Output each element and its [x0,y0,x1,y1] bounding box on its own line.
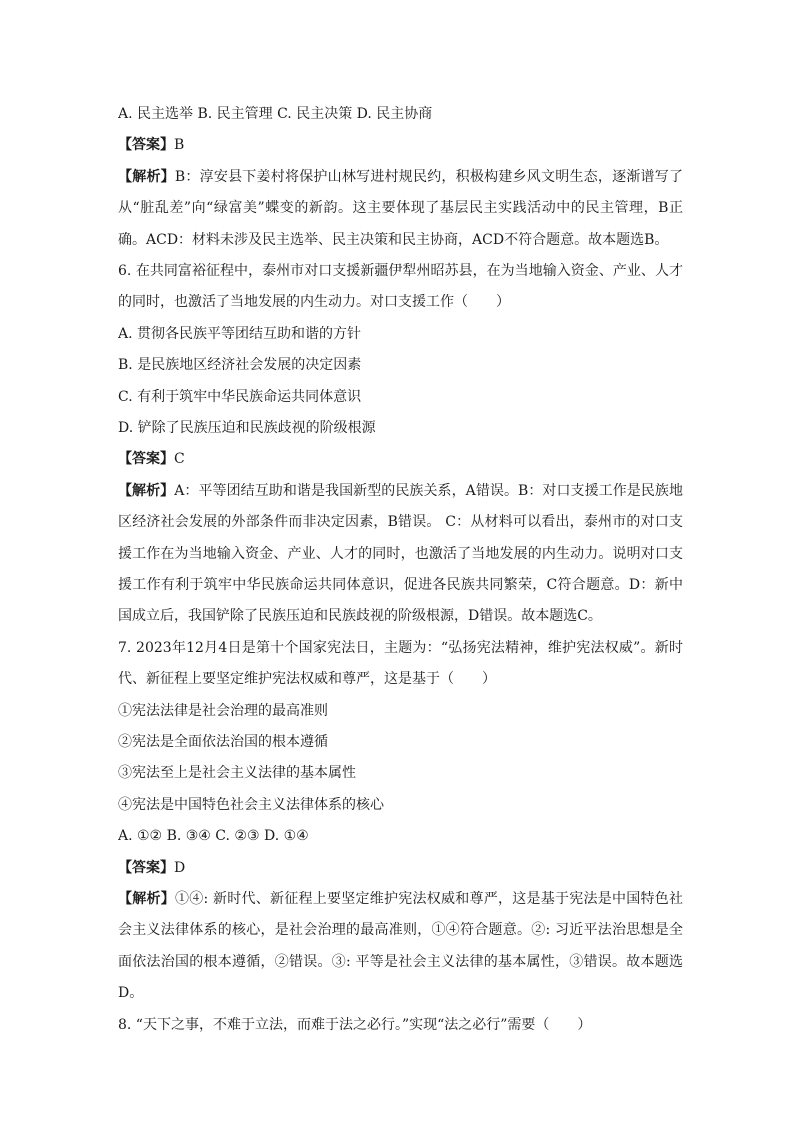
q5-options: A. 民主选举 B. 民主管理 C. 民主决策 D. 民主协商 [118,106,433,122]
q6-option-a: A. 贯彻各民族平等团结互助和谐的方针 [118,325,362,342]
q7-item-2: ②宪法是全面依法治国的根本遵循 [118,734,328,750]
q7-options: A. ①② B. ③④ C. ②③ D. ①④ [118,828,309,845]
q7-answer [118,853,683,884]
analysis-text: B：淳安县下姜村将保护山林写进村规民约，积极构建乡风文明生态，逐渐谱写了从“脏乱差”向“绿富美”蝶变的新韵。这主要体现了基层民主实践活动中的民主管理，B正确。ACD：材料未涉及民主选举、民主决策和民主协商，ACD不符合题意。故本题选B。 [118,168,684,248]
q6-option-c: C. 有利于筑牢中华民族命运共同体意识 [118,388,362,405]
q7-stem: 7. 2023年12月4日是第十个国家宪法日，主题为：“弘扬宪法精神，维护宪法权威”。新时代、新征程上要坚定维护宪法权威和尊严，这是基于（ ） [118,639,683,688]
analysis-tag: 【解析】 [118,482,175,499]
q6-option-b: B. 是民族地区经济社会发展的决定因素 [118,357,362,374]
q7-item-3: ③宪法至上是社会主义法律的基本属性 [118,765,356,782]
analysis-tag: 【解析】 [118,168,175,185]
q6-answer [118,444,683,475]
answer-value: C [174,451,185,468]
q7-item-1: ①宪法法律是社会治理的最高准则 [118,702,328,719]
q5-analysis [118,162,683,256]
q8-stem: 8. “天下之事，不难于立法，而难于法之必行。”实现“法之必行”需要（ ） [118,1016,592,1033]
answer-tag: 【答案】 [118,451,174,468]
analysis-text: A：平等团结互助和谐是我国新型的民族关系，A错误。B：对口支援工作是民族地区经济社会发展的外部条件而非决定因素，B错误。 C：从材料可以看出，泰州市的对口支援工作在为当地输入资金、产业、人才的同时，也激活了当地发展的内生动力。说明对口支援工作有利于筑牢中华民族命运共同体意识，促进各民族共同繁荣，C符合题意。D：新中国成立后，我国铲除了民族压迫和民族歧视的阶级根源，D错误。故本题选C。 [118,482,683,625]
q6-stem: 6. 在共同富裕征程中，泰州市对口支援新疆伊犁州昭苏县，在为当地输入资金、产业、人才的同时，也激活了当地发展的内生动力。对口支援工作（ ） [118,263,683,311]
q6-analysis [118,476,683,633]
answer-value: B [174,137,185,154]
q7-item-4: ④宪法是中国特色社会主义法律体系的核心 [118,796,384,813]
q5-answer [118,130,683,161]
answer-tag: 【答案】 [118,137,174,154]
answer-value: D [174,859,186,876]
analysis-text: ①④: 新时代、新征程上要坚定维护宪法权威和尊严，这是基于宪法是中国特色社会主义法律体系的核心，是社会治理的最高准则，①④符合题意。②: 习近平法治思想是全面依法治国的根本遵循，②错误。③: 平等是社会主义法律的基本属性，③错误。故本题选D。 [118,890,684,1002]
answer-tag: 【答案】 [118,859,174,876]
q6-option-d: D. 铲除了民族压迫和民族歧视的阶级根源 [118,419,376,436]
document-page [118,99,683,1041]
q7-analysis [118,884,683,1010]
analysis-tag: 【解析】 [118,890,176,907]
